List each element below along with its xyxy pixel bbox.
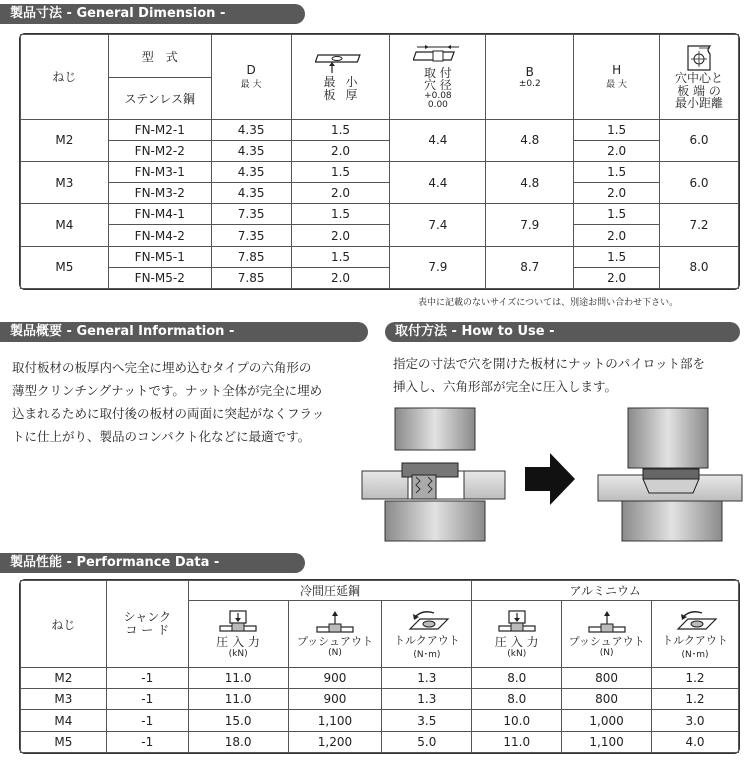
steel-pushout-unit: (N)	[328, 648, 342, 659]
mounting-hole-icon	[413, 44, 463, 66]
alu-pushout-unit: (N)	[599, 648, 614, 659]
min-thickness-char-4: 厚	[345, 87, 358, 102]
alu-press-unit: (kN)	[507, 648, 527, 659]
alu-torque-value: 3.0	[652, 710, 739, 731]
overview-text	[12, 356, 372, 448]
h-value: 1.5	[574, 204, 660, 225]
perf-shank: -1	[106, 668, 188, 689]
part-number: FN-M3-1	[108, 161, 211, 182]
header-d	[211, 35, 291, 120]
thickness-value: 1.5	[291, 204, 390, 225]
steel-press-value: 11.0	[188, 668, 288, 689]
alu-press-value: 8.0	[472, 689, 562, 710]
screw-size: M5	[21, 246, 109, 288]
howto-line-2: 挿入し、六角形部が完全に圧入します。	[393, 379, 618, 394]
perf-screw: M2	[21, 668, 107, 689]
performance-section-title: 製品性能 - Performance Data -	[0, 553, 305, 573]
perf-header-aluminum: アルミニウム	[472, 581, 739, 601]
header-b-sub: ±0.2	[518, 78, 541, 89]
overview-line-1: 取付板材の板厚内へ完全に埋め込むタイプの六角形の	[12, 360, 312, 375]
b-value: 8.7	[486, 246, 574, 288]
header-type: 型 式	[108, 35, 211, 78]
thickness-value: 2.0	[291, 140, 390, 161]
header-min-thickness	[291, 35, 390, 120]
min-thickness-char-3: 小	[345, 75, 358, 90]
d-value: 4.35	[211, 183, 291, 204]
perf-header-steel: 冷間圧延鋼	[188, 581, 472, 601]
before-insertion-figure	[362, 408, 505, 541]
dimension-section-title: 製品寸法 - General Dimension -	[0, 4, 305, 24]
thickness-value: 2.0	[291, 225, 390, 246]
alu-pushout-value: 800	[562, 668, 652, 689]
part-number: FN-M4-1	[108, 204, 211, 225]
screw-size: M4	[21, 204, 109, 246]
arrow-right-icon	[525, 453, 575, 505]
perf-screw: M4	[21, 710, 107, 731]
performance-table	[20, 580, 739, 753]
alu-torque-label: トルクアウト	[662, 633, 728, 647]
d-value: 4.35	[211, 140, 291, 161]
screw-size: M3	[21, 161, 109, 203]
press-in-icon	[218, 610, 258, 636]
table-row	[21, 161, 739, 182]
d-value: 4.35	[211, 161, 291, 182]
edge-value: 6.0	[660, 119, 739, 161]
edge-label-line-2: 板 端 の	[677, 83, 721, 98]
alu-press-label: 圧 入 力	[494, 634, 539, 649]
steel-pushout-value: 900	[288, 689, 382, 710]
thickness-value: 2.0	[291, 267, 390, 288]
steel-torque-value: 1.3	[382, 668, 472, 689]
steel-press-value: 18.0	[188, 731, 288, 752]
steel-torque-unit: (N･m)	[413, 649, 441, 660]
steel-press-header	[188, 601, 288, 668]
steel-pushout-label: プッシュアウト	[296, 635, 373, 649]
alu-press-header	[472, 601, 562, 668]
alu-torque-value: 1.2	[652, 689, 739, 710]
header-d-label: D	[246, 63, 256, 78]
thickness-value: 1.5	[291, 161, 390, 182]
alu-press-value: 11.0	[472, 731, 562, 752]
perf-screw: M5	[21, 731, 107, 752]
hole-value: 4.4	[390, 119, 486, 161]
steel-torque-value: 1.3	[382, 689, 472, 710]
min-thickness-char-1: 最	[323, 75, 336, 90]
push-out-icon	[587, 610, 627, 636]
hole-tolerance-zero: 0.00	[427, 99, 448, 110]
perf-header-shank	[106, 581, 188, 668]
dimension-note: 表中に記載のないサイズについては、別途お問い合わせ下さい。	[418, 298, 679, 308]
dimension-table	[20, 34, 739, 289]
steel-press-value: 11.0	[188, 689, 288, 710]
d-value: 7.85	[211, 246, 291, 267]
header-h	[574, 35, 660, 120]
d-value: 7.35	[211, 225, 291, 246]
torque-out-icon	[672, 609, 718, 635]
h-value: 2.0	[574, 183, 660, 204]
alu-pushout-value: 1,100	[562, 731, 652, 752]
part-number: FN-M3-2	[108, 183, 211, 204]
b-value: 4.8	[486, 119, 574, 161]
steel-pushout-value: 900	[288, 668, 382, 689]
hole-tolerance-plus: +0.08	[424, 90, 452, 101]
alu-torque-header	[652, 601, 739, 668]
edge-label-line-1: 穴中心と	[675, 70, 724, 85]
steel-press-unit: (kN)	[228, 648, 248, 659]
h-value: 1.5	[574, 119, 660, 140]
alu-torque-value: 4.0	[652, 731, 739, 752]
alu-press-value: 10.0	[472, 710, 562, 731]
overview-section-title: 製品概要 - General Information -	[0, 322, 368, 342]
press-in-icon	[497, 610, 537, 636]
after-insertion-figure	[598, 408, 742, 541]
edge-value: 7.2	[660, 204, 739, 246]
table-row	[21, 246, 739, 267]
h-value: 2.0	[574, 225, 660, 246]
header-hole-diameter	[390, 35, 486, 120]
table-row	[21, 119, 739, 140]
header-d-sub: 最 大	[240, 80, 262, 91]
table-row	[21, 710, 739, 731]
installation-diagram	[360, 405, 744, 545]
howto-line-1: 指定の寸法で穴を開けた板材にナットのパイロット部を	[393, 356, 706, 371]
h-value: 1.5	[574, 161, 660, 182]
table-row	[21, 204, 739, 225]
h-value: 2.0	[574, 140, 660, 161]
edge-value: 8.0	[660, 246, 739, 288]
hole-label-line-1: 取 付	[423, 65, 452, 80]
thickness-value: 2.0	[291, 183, 390, 204]
d-value: 7.85	[211, 267, 291, 288]
part-number: FN-M5-1	[108, 246, 211, 267]
table-row	[21, 140, 739, 161]
part-number: FN-M2-2	[108, 140, 211, 161]
hole-center-edge-icon	[682, 44, 716, 72]
steel-pushout-value: 1,100	[288, 710, 382, 731]
edge-label-line-3: 最小距離	[675, 96, 724, 111]
table-row	[21, 225, 739, 246]
alu-pushout-header	[562, 601, 652, 668]
h-value: 2.0	[574, 267, 660, 288]
shank-label-line-1: シャンク	[123, 609, 172, 624]
push-out-icon	[315, 610, 355, 636]
d-value: 4.35	[211, 119, 291, 140]
steel-torque-header	[382, 601, 472, 668]
b-value: 4.8	[486, 161, 574, 203]
header-h-sub: 最 大	[606, 80, 628, 91]
plate-thickness-icon	[315, 52, 365, 74]
hole-value: 4.4	[390, 161, 486, 203]
overview-line-2: 薄型クリンチングナットです。ナット全体が完全に埋め	[12, 383, 323, 398]
part-number: FN-M4-2	[108, 225, 211, 246]
edge-value: 6.0	[660, 161, 739, 203]
steel-press-label: 圧 入 力	[216, 634, 260, 649]
alu-press-value: 8.0	[472, 668, 562, 689]
overview-line-3: 込まれるために取付後の板材の両面に突起がなくフラッ	[12, 406, 325, 421]
table-row	[21, 668, 739, 689]
h-value: 1.5	[574, 246, 660, 267]
hole-label-line-2: 穴 径	[423, 78, 452, 93]
steel-press-value: 15.0	[188, 710, 288, 731]
howto-section-title: 取付方法 - How to Use -	[385, 322, 740, 342]
perf-screw: M3	[21, 689, 107, 710]
overview-line-4: トに仕上がり、製品のコンパクト化などに最適です。	[12, 429, 311, 444]
steel-pushout-header	[288, 601, 382, 668]
b-value: 7.9	[486, 204, 574, 246]
hole-value: 7.9	[390, 246, 486, 288]
header-screw: ねじ	[21, 35, 109, 120]
part-number: FN-M2-1	[108, 119, 211, 140]
perf-shank: -1	[106, 689, 188, 710]
table-row	[21, 731, 739, 752]
header-b	[486, 35, 574, 120]
torque-out-icon	[404, 609, 450, 635]
hole-value: 7.4	[390, 204, 486, 246]
thickness-value: 1.5	[291, 246, 390, 267]
steel-torque-value: 3.5	[382, 710, 472, 731]
thickness-value: 1.5	[291, 119, 390, 140]
alu-pushout-value: 1,000	[562, 710, 652, 731]
alu-torque-unit: (N･m)	[681, 649, 709, 660]
shank-label-line-2: コ ー ド	[125, 623, 170, 637]
steel-torque-label: トルクアウト	[393, 633, 460, 647]
perf-shank: -1	[106, 731, 188, 752]
table-row	[21, 689, 739, 710]
screw-size: M2	[21, 119, 109, 161]
steel-pushout-value: 1,200	[288, 731, 382, 752]
header-b-label: B	[525, 64, 534, 79]
table-row	[21, 267, 739, 288]
perf-header-screw: ねじ	[21, 581, 107, 668]
steel-torque-value: 5.0	[382, 731, 472, 752]
d-value: 7.35	[211, 204, 291, 225]
table-row	[21, 183, 739, 204]
perf-shank: -1	[106, 710, 188, 731]
alu-pushout-value: 800	[562, 689, 652, 710]
alu-torque-value: 1.2	[652, 668, 739, 689]
alu-pushout-label: プッシュアウト	[568, 635, 645, 649]
part-number: FN-M5-2	[108, 267, 211, 288]
header-h-label: H	[612, 63, 622, 78]
header-edge-distance	[660, 35, 739, 120]
howto-text	[393, 352, 738, 398]
header-stainless: ステンレス鋼	[108, 78, 211, 119]
min-thickness-char-2: 板	[323, 87, 336, 102]
